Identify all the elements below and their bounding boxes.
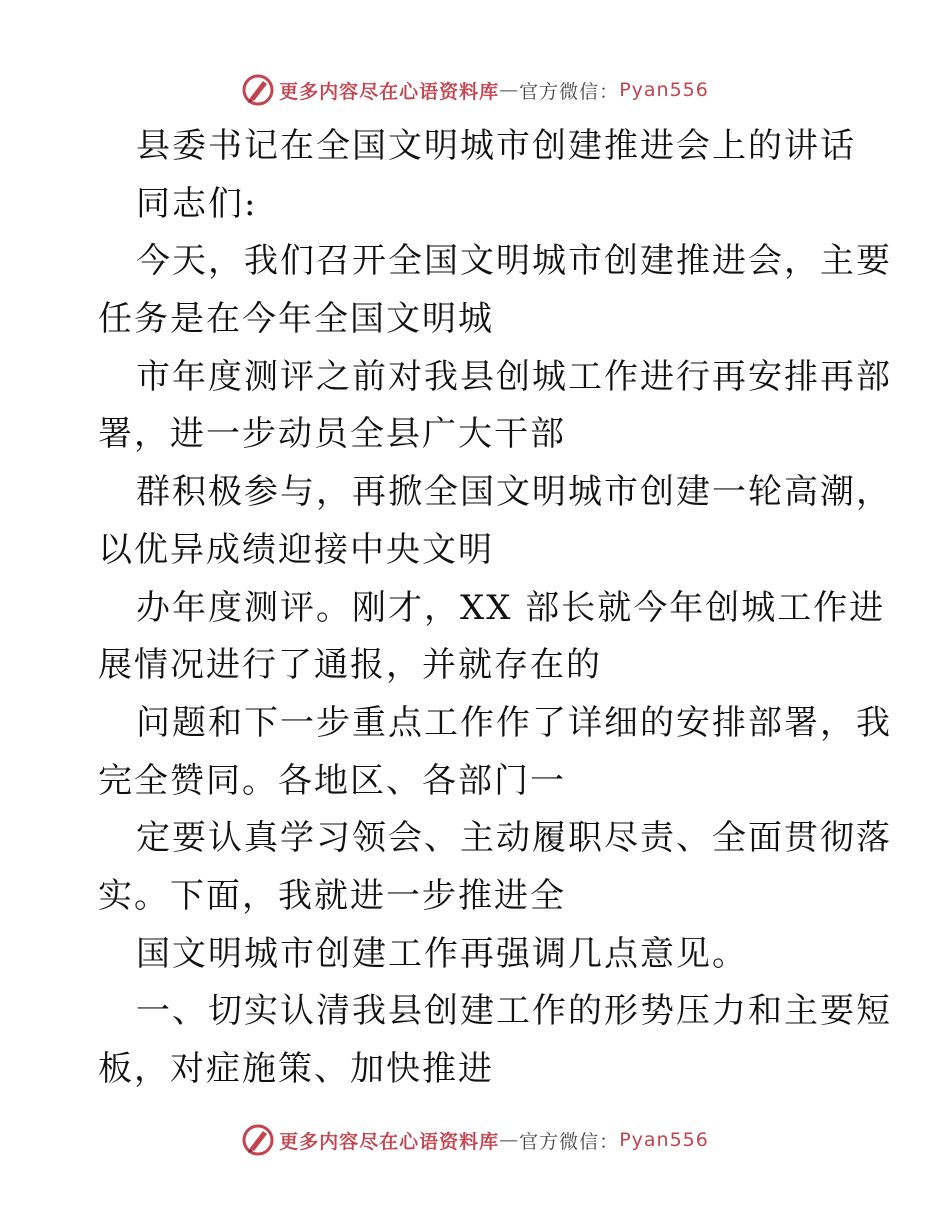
banner-slogan: 更多内容尽在心语资料库: [279, 1130, 500, 1153]
body-line: 今天，我们召开全国文明城市创建推进会，主要: [136, 241, 892, 282]
body-line: 完全赞同。各地区、各部门一: [98, 760, 566, 801]
footer-banner: [0, 1120, 950, 1160]
banner-dash: —: [499, 79, 520, 101]
body-line: 同志们:: [136, 183, 258, 224]
banner-contact-id: Pyan556: [619, 1129, 709, 1151]
body-line: 任务是在今年全国文明城: [98, 299, 494, 340]
banner-dash: —: [499, 1129, 520, 1151]
body-line: 实。下面，我就进一步推进全: [98, 875, 566, 916]
body-line: 署，进一步动员全县广大干部: [98, 414, 566, 455]
body-line: 群积极参与，再掀全国文明城市创建一轮高潮，: [136, 472, 892, 513]
pen-logo-icon: [241, 73, 275, 107]
body-line: 办年度测评。刚才，XX 部长就今年创城工作进: [136, 587, 886, 628]
body-line: 问题和下一步重点工作作了详细的安排部署，我: [136, 702, 892, 743]
banner-contact-label: 官方微信：: [519, 1130, 620, 1153]
body-line: 板，对症施策、加快推进: [98, 1049, 494, 1089]
header-banner: [0, 70, 950, 110]
banner-contact-label: 官方微信：: [519, 80, 620, 103]
body-line: 国文明城市创建工作再强调几点意见。: [136, 933, 748, 974]
banner-slogan: 更多内容尽在心语资料库: [279, 80, 500, 103]
document-body: [98, 118, 892, 1099]
body-line: 一、切实认清我县创建工作的形势压力和主要短: [136, 991, 892, 1032]
body-line: 以优异成绩迎接中央文明: [98, 529, 494, 570]
body-line: 定要认真学习领会、主动履职尽责、全面贯彻落: [136, 818, 892, 859]
body-line: 展情况进行了通报，并就存在的: [98, 645, 602, 686]
body-line: 县委书记在全国文明城市创建推进会上的讲话: [136, 126, 856, 166]
banner-contact-id: Pyan556: [619, 79, 709, 101]
body-line: 市年度测评之前对我县创城工作进行再安排再部: [136, 356, 892, 397]
pen-logo-icon: [241, 1123, 275, 1157]
